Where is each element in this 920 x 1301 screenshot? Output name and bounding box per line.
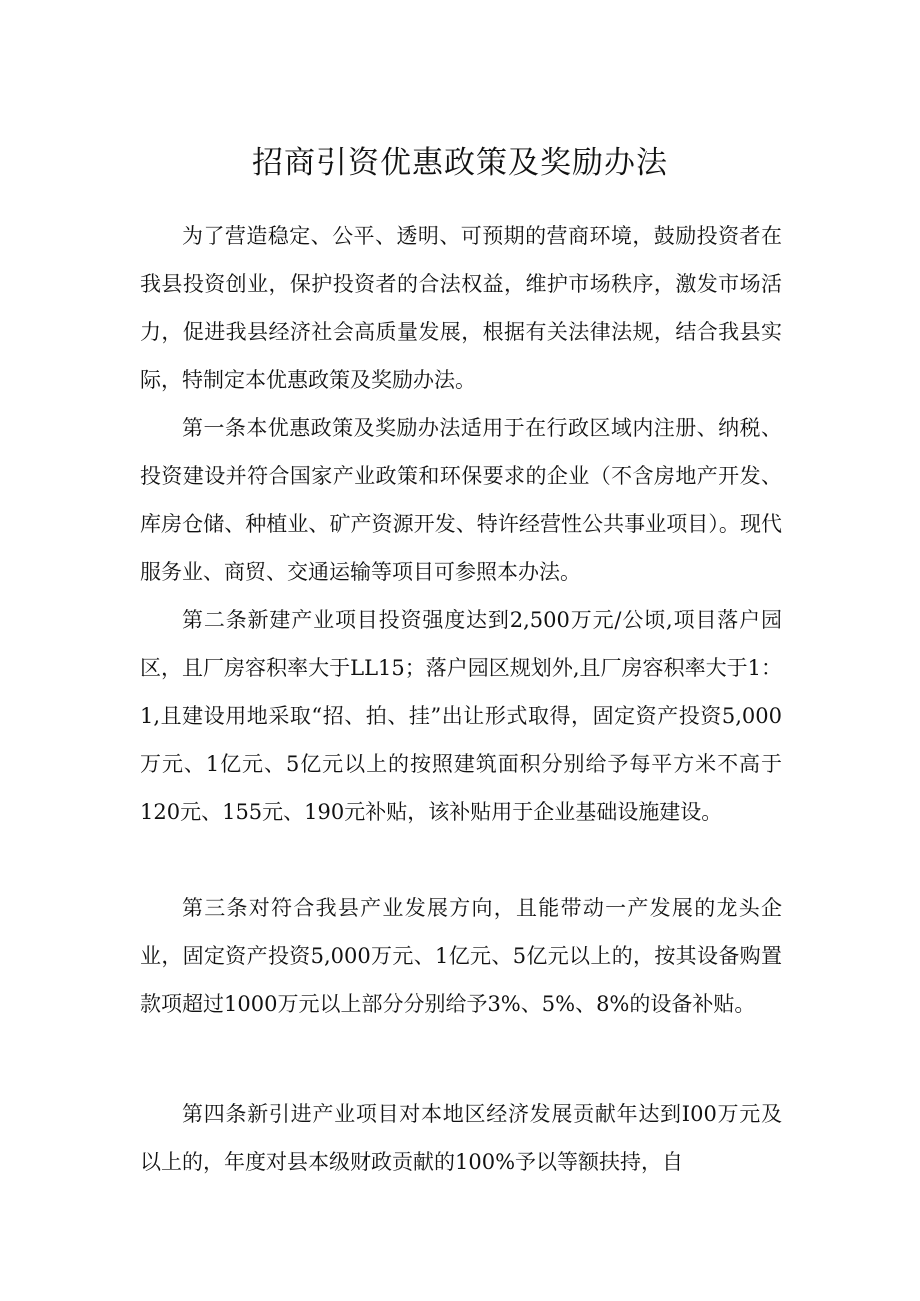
paragraph-article-2: 第二条新建产业项目投资强度达到2,500万元/公顷,项目落户园区，且厂房容积率大于LL15；落户园区规划外,且厂房容积率大于1：1,且建设用地采取“招、拍、挂”出让形式取得，固定资产投资5,000万元、1亿元、5亿元以上的按照建筑面积分别给予每平方米不高于120元、155元、190元补贴，该补贴用于企业基础设施建设。 [140, 608, 782, 824]
paragraph-article-3: 第三条对符合我县产业发展方向，且能带动一产发展的龙头企业，固定资产投资5,000万元、1亿元、5亿元以上的，按其设备购置款项超过1000万元以上部分分别给予3%、5%、8%的设备补贴。 [140, 896, 782, 1016]
paragraph-article-4: 第四条新引进产业项目对本地区经济发展贡献年达到I00万元及以上的，年度对县本级财政贡献的100%予以等额扶持，自 [140, 1102, 782, 1174]
document-title: 招商引资优惠政策及奖励办法 [252, 145, 668, 181]
paragraph-article-1: 第一条本优惠政策及奖励办法适用于在行政区域内注册、纳税、投资建设并符合国家产业政策和环保要求的企业（不含房地产开发、库房仓储、种植业、矿产资源开发、特许经营性公共事业项目）。现代服务业、商贸、交通运输等项目可参照本办法。 [140, 416, 782, 584]
paragraph-preamble: 为了营造稳定、公平、透明、可预期的营商环境，鼓励投资者在我县投资创业，保护投资者的合法权益，维护市场秩序，激发市场活力，促进我县经济社会高质量发展，根据有关法律法规，结合我县实际，特制定本优惠政策及奖励办法。 [140, 224, 782, 392]
